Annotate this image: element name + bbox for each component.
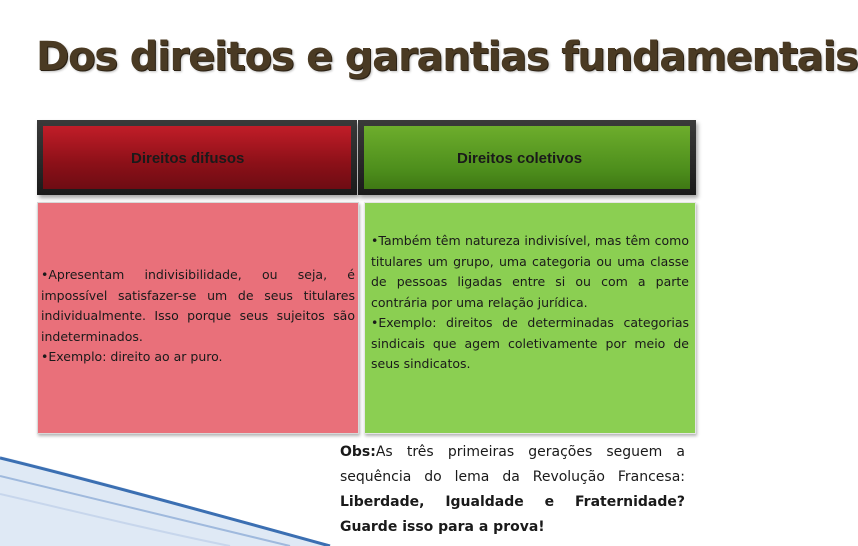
content-box-coletivos bbox=[364, 202, 696, 434]
observation-note bbox=[340, 440, 685, 540]
paragraph: •Também têm natureza indivisível, mas têm como titulares um grupo, uma categoria ou uma classe de pessoas ligadas entre si ou com a parte contrária por uma relação jurídica. bbox=[371, 233, 689, 310]
paragraph: •Apresentam indivisibilidade, ou seja, é impossível satisfazer-se um de seus titulares individualmente. Isso porque seus sujeitos são indeterminados. bbox=[41, 267, 355, 344]
content-text-coletivos bbox=[371, 231, 689, 375]
obs-text: As três primeiras gerações seguem a sequência do lema da Revolução Francesa: bbox=[340, 444, 685, 485]
paragraph: •Exemplo: direitos de determinadas categorias sindicais que agem coletivamente por meio de seus sindicatos. bbox=[371, 315, 689, 371]
obs-emphasis: Liberdade, Igualdade e Fraternidade? Guarde isso para a prova! bbox=[340, 494, 685, 535]
content-text-difusos bbox=[41, 265, 355, 368]
header-right-label: Direitos coletivos bbox=[457, 150, 583, 167]
decorative-swoosh bbox=[0, 448, 330, 546]
header-left-label: Direitos difusos bbox=[131, 150, 245, 167]
obs-label: Obs: bbox=[340, 444, 376, 460]
slide-title: Dos direitos e garantias fundamentais bbox=[36, 34, 858, 80]
paragraph: •Exemplo: direito ao ar puro. bbox=[41, 349, 223, 364]
header-direitos-difusos bbox=[37, 120, 357, 195]
content-box-difusos bbox=[37, 202, 359, 434]
header-direitos-coletivos bbox=[358, 120, 696, 195]
